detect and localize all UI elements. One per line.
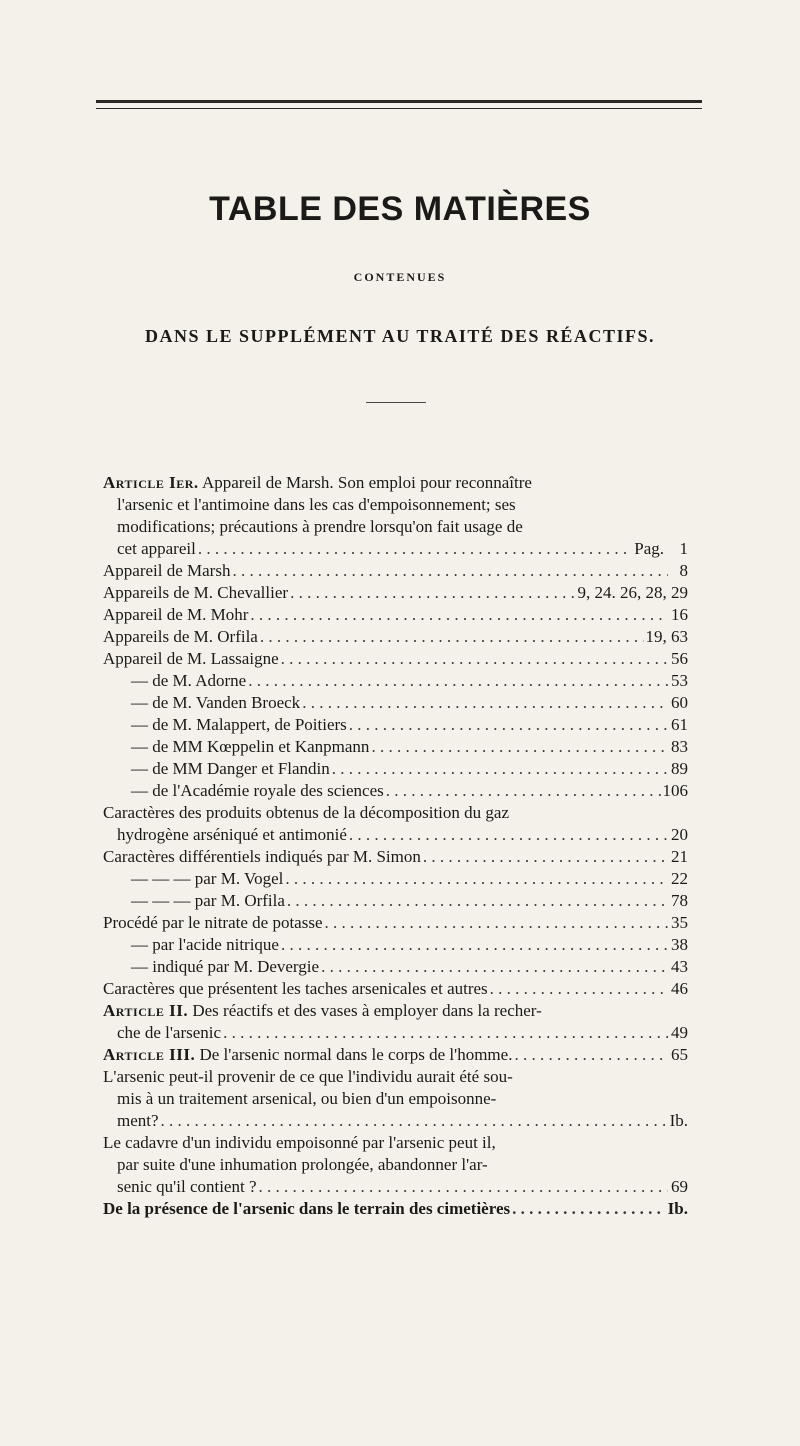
toc-entry (103, 934, 688, 956)
toc-entry-text (103, 846, 421, 868)
toc-entry-line (103, 1066, 688, 1088)
toc-entry (103, 648, 688, 670)
toc-entry-text: Caractères des produits obtenus de la décomposition du gaz (103, 803, 509, 822)
page-number: 65 (671, 1045, 688, 1064)
page-number: 21 (671, 847, 688, 866)
dot-leader (349, 824, 668, 846)
toc-entry-line (103, 648, 688, 670)
toc-entry-line (103, 626, 688, 648)
toc-entry (103, 692, 688, 714)
toc-entry-line (103, 538, 688, 560)
dot-leader (161, 1110, 668, 1132)
toc-entry-text: Le cadavre d'un individu empoisonné par l'arsenic peut il, (103, 1133, 496, 1152)
toc-entry-line (103, 472, 688, 494)
dot-leader (371, 736, 668, 758)
dot-leader (514, 1044, 668, 1066)
dot-leader (321, 956, 668, 978)
page-number: 9, 24. 26, 28, 29 (577, 583, 688, 602)
toc-entry-line (103, 494, 688, 516)
toc-entry (103, 1132, 688, 1198)
toc-entry-text: ment? (117, 1111, 159, 1130)
toc-entry-label: — de M. Malappert, de Poitiers (131, 715, 347, 734)
toc-entry-label: — — — par M. Orfila (131, 891, 285, 910)
toc-entry-line (103, 692, 688, 714)
dot-leader (490, 978, 668, 1000)
toc-entry-line (103, 1044, 688, 1066)
toc-entry (103, 846, 688, 868)
toc-entry-line (103, 1022, 688, 1044)
toc-entry-label: Appareil de Marsh (103, 561, 231, 580)
toc-entry-text (103, 1198, 510, 1220)
toc-entry-text (131, 736, 369, 758)
page-number: 1 (679, 539, 688, 558)
page-number: Ib. (667, 1199, 688, 1218)
toc-entry-text (131, 692, 300, 714)
toc-entry-text (131, 956, 319, 978)
page-number: 16 (671, 605, 688, 624)
page-subtitle: CONTENUES (353, 270, 447, 284)
dot-leader (259, 1176, 669, 1198)
toc-entry-line (103, 1198, 688, 1220)
toc-entry-line (103, 1176, 688, 1198)
toc-entry-text: mis à un traitement arsenical, ou bien d'un empoisonne- (117, 1089, 497, 1108)
toc-entry-text: l'arsenic et l'antimoine dans les cas d'empoisonnement; ses (117, 495, 516, 514)
dot-leader (223, 1022, 668, 1044)
toc-entry-text: Des réactifs et des vases à employer dans la recher- (192, 1001, 542, 1020)
dot-leader (325, 912, 669, 934)
toc-entry-line (103, 868, 688, 890)
toc-entry-line (103, 780, 688, 802)
toc-entry-label: Appareil de M. Lassaigne (103, 649, 279, 668)
toc-entry-text: modifications; précautions à prendre lorsqu'on fait usage de (117, 517, 523, 536)
page-number: 60 (671, 693, 688, 712)
toc-entry-text: cet appareil (117, 539, 196, 558)
page-number: 19, 63 (645, 627, 688, 646)
toc-entry-text (131, 714, 347, 736)
toc-entry (103, 956, 688, 978)
page-number: 78 (671, 891, 688, 910)
page-number: 38 (671, 935, 688, 954)
toc-entry-text (103, 560, 230, 582)
toc-entry-line (103, 736, 688, 758)
toc-entry-label: Procédé par le nitrate de potasse (103, 913, 323, 932)
toc-entry-line (103, 1088, 688, 1110)
toc-entry-text (103, 648, 279, 670)
toc-entry-label: Appareils de M. Chevallier (103, 583, 289, 602)
article-label: Article III. (103, 1045, 196, 1064)
toc-entry-line (103, 560, 688, 582)
toc-entry (103, 604, 688, 626)
toc-entry (103, 802, 688, 846)
toc-entry (103, 736, 688, 758)
article-label: Article II. (103, 1001, 189, 1020)
toc-entry (103, 780, 688, 802)
toc-entry-line (103, 934, 688, 956)
dot-leader (198, 538, 632, 560)
page-number: 20 (671, 825, 688, 844)
toc-entry-text: par suite d'une inhumation prolongée, abandonner l'ar- (117, 1155, 488, 1174)
toc-entry (103, 1198, 688, 1220)
page-number: 22 (671, 869, 688, 888)
toc-entry (103, 582, 688, 604)
toc-entry-text (103, 626, 258, 648)
toc-entry-text (131, 780, 384, 802)
header-rule-thin (96, 108, 702, 109)
toc-entry-text (131, 758, 330, 780)
toc-entry (103, 1044, 688, 1066)
page-number: Ib. (669, 1111, 688, 1130)
toc-entry (103, 1000, 688, 1044)
toc-entry (103, 978, 688, 1000)
dot-leader (290, 582, 575, 604)
page-number: 106 (662, 781, 688, 800)
dot-leader (386, 780, 661, 802)
dot-leader (423, 846, 668, 868)
toc-entry-text: Appareil de Marsh. Son emploi pour reconnaître (201, 473, 532, 492)
toc-entry-label: — par l'acide nitrique (131, 935, 279, 954)
dot-leader (232, 560, 668, 582)
toc-entry-line (103, 978, 688, 1000)
toc-entry-line (103, 758, 688, 780)
page-number: 43 (671, 957, 688, 976)
toc-entry-text (131, 890, 285, 912)
toc-entry-line (103, 890, 688, 912)
toc-entry-line (103, 912, 688, 934)
toc-entry-label: — de M. Adorne (131, 671, 247, 690)
toc-entry-text (103, 582, 288, 604)
toc-entry-line (103, 516, 688, 538)
dot-leader (332, 758, 668, 780)
toc-entry (103, 714, 688, 736)
toc-entry-line (103, 714, 688, 736)
separator-rule (366, 402, 426, 403)
toc-entry-line (103, 846, 688, 868)
toc-entry-label: — de MM Danger et Flandin (131, 759, 330, 778)
page-number: 56 (671, 649, 688, 668)
toc-entry (103, 890, 688, 912)
toc-entry (103, 560, 688, 582)
dot-leader (281, 648, 668, 670)
dot-leader (260, 626, 644, 648)
dot-leader (285, 868, 668, 890)
toc-entry-line (103, 604, 688, 626)
toc-entry-text (103, 604, 248, 626)
toc-entry (103, 472, 688, 560)
dot-leader (512, 1198, 666, 1220)
toc-entry-text: che de l'arsenic (117, 1023, 222, 1042)
dot-leader (281, 934, 668, 956)
page-number: 89 (671, 759, 688, 778)
toc-entry (103, 758, 688, 780)
page-subtitle-secondary: DANS LE SUPPLÉMENT AU TRAITÉ DES RÉACTIFS. (145, 326, 655, 346)
dot-leader (349, 714, 668, 736)
toc-entry-text (103, 1044, 512, 1066)
toc-entry-text: senic qu'il contient ? (117, 1177, 257, 1196)
page-number: 53 (671, 671, 688, 690)
toc-entry-line (103, 670, 688, 692)
page-number: 35 (671, 913, 688, 932)
toc-entry-label: Appareil de M. Mohr (103, 605, 249, 624)
toc-entry-label: — de l'Académie royale des sciences (131, 781, 384, 800)
toc-entry-line (103, 1000, 688, 1022)
toc-entry-label: Appareils de M. Orfila (103, 627, 258, 646)
page-number: 61 (671, 715, 688, 734)
toc-entry-label: — de MM Kœppelin et Kanpmann (131, 737, 370, 756)
toc-entry (103, 1066, 688, 1132)
toc-entry-line (103, 1110, 688, 1132)
toc-entry-line (103, 1154, 688, 1176)
dot-leader (248, 670, 668, 692)
page-prefix: Pag. (634, 539, 664, 558)
toc-entry-line (103, 824, 688, 846)
dot-leader (250, 604, 668, 626)
toc-entry-text (131, 934, 279, 956)
toc-entry-text (103, 978, 488, 1000)
toc-entry (103, 912, 688, 934)
toc-entry-text: hydrogène arséniqué et antimonié (117, 825, 347, 844)
toc-entry-text (131, 868, 283, 890)
toc-entry-text (131, 670, 246, 692)
toc-entry-text (103, 912, 323, 934)
page-number: 69 (671, 1177, 688, 1196)
dot-leader (302, 692, 668, 714)
page-number: 49 (671, 1023, 688, 1042)
toc-entry-line (103, 956, 688, 978)
dot-leader (287, 890, 668, 912)
toc-entry-label: De l'arsenic normal dans le corps de l'homme. (199, 1045, 513, 1064)
toc-entry-text: L'arsenic peut-il provenir de ce que l'individu aurait été sou- (103, 1067, 513, 1086)
page-number: 46 (671, 979, 688, 998)
toc-entry-line (103, 802, 688, 824)
toc-entry-label: — de M. Vanden Broeck (131, 693, 301, 712)
toc-entry-line (103, 582, 688, 604)
toc-entry-label: — — — par M. Vogel (131, 869, 284, 888)
page-number: 8 (679, 561, 688, 580)
toc-entry-label: De la présence de l'arsenic dans le terrain des cimetières (103, 1199, 511, 1218)
article-label: Article Ier. (103, 473, 199, 492)
toc-entry-label: Caractères différentiels indiqués par M. Simon (103, 847, 421, 866)
toc-entry (103, 626, 688, 648)
table-of-contents (103, 472, 688, 1220)
toc-entry (103, 868, 688, 890)
page-title: TABLE DES MATIÈRES (209, 190, 591, 228)
page-number: 83 (671, 737, 688, 756)
toc-entry-line (103, 1132, 688, 1154)
toc-entry (103, 670, 688, 692)
header-rule-thick (96, 100, 702, 103)
toc-entry-label: — indiqué par M. Devergie (131, 957, 320, 976)
toc-entry-label: Caractères que présentent les taches arsenicales et autres (103, 979, 488, 998)
